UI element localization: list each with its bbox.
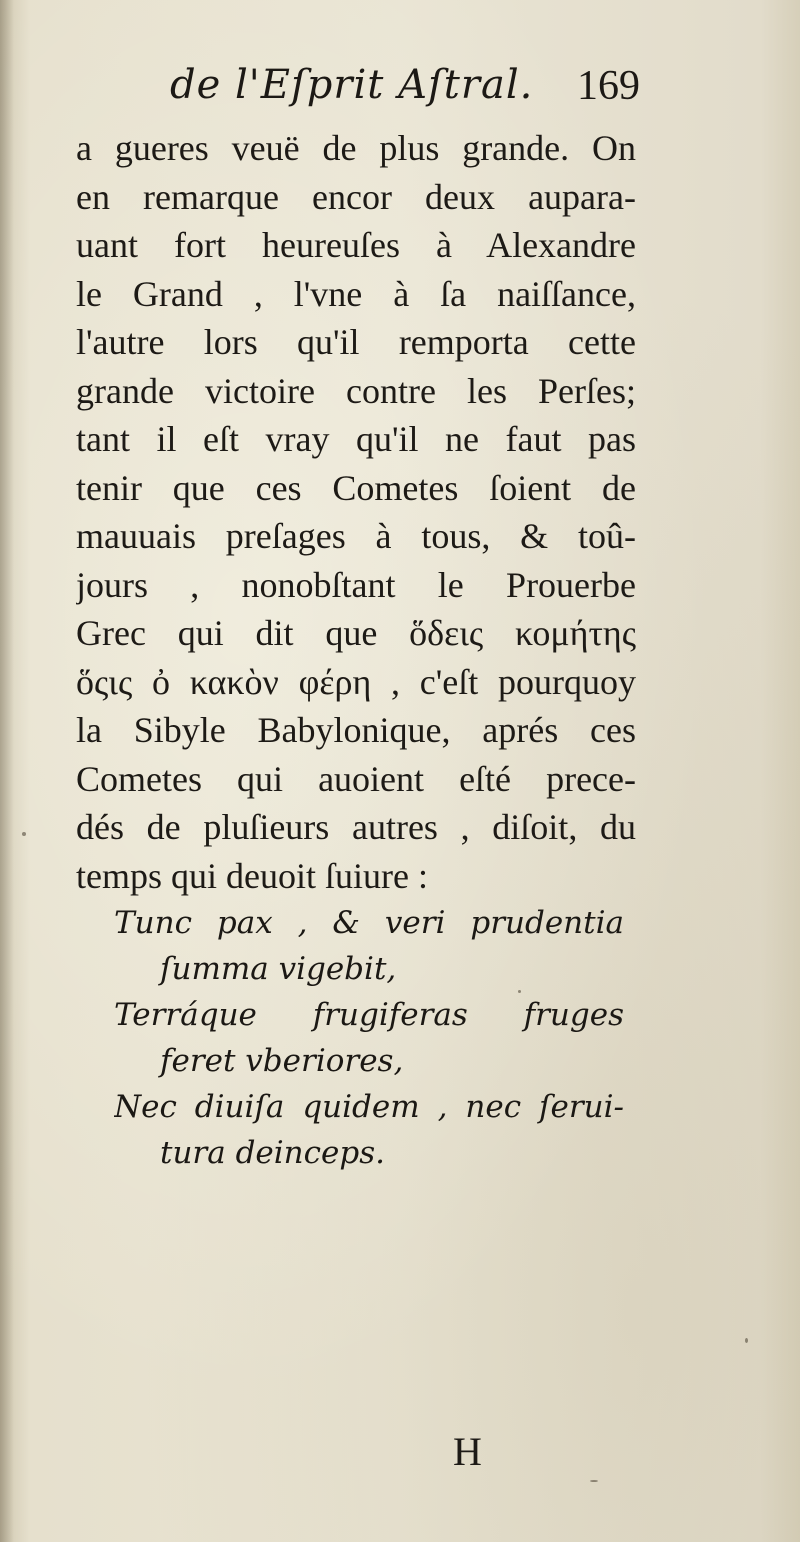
paper-speck — [745, 1338, 748, 1343]
text-line: jours , nonobſtant le Prouerbe — [76, 564, 636, 605]
verse-line: Terráque frugiferas fruges — [114, 997, 624, 1033]
text-line: uant fort heureuſes à Alexandre — [76, 225, 636, 265]
signature-mark: H — [453, 1429, 482, 1474]
text-line: Cometes qui auoient eſté prece- — [76, 758, 636, 799]
page-number: 169 — [577, 63, 640, 109]
verse-line: tura deinceps. — [160, 1135, 385, 1171]
text-line: ὅςις ὀ κακὸν φέρη , c'eſt pourquoy — [76, 661, 636, 702]
text-line: temps qui deuoit ſuiure : — [76, 855, 428, 896]
text-line: le Grand , l'vne à ſa naiſſance, — [76, 273, 636, 314]
text-line: la Sibyle Babylonique, aprés ces — [76, 710, 636, 750]
paper-speck — [518, 990, 521, 993]
text-line: Grec qui dit que ὅδεις κομήτης — [76, 613, 636, 653]
verse-line: ſumma vigebit, — [160, 951, 397, 987]
gutter-shadow — [0, 0, 14, 1542]
latin-verse — [114, 900, 624, 1176]
text-line: tant il eſt vray qu'il ne faut pas — [76, 419, 636, 459]
text-line: a gueres veuë de plus grande. On — [76, 128, 636, 168]
text-line: l'autre lors qu'il remporta cette — [76, 322, 636, 362]
verse-line: Nec diuiſa quidem , nec ſerui- — [114, 1089, 624, 1125]
verse-line: Tunc pax , & veri prudentia — [114, 905, 624, 941]
paper-speck — [22, 832, 26, 836]
paper-speck — [590, 1480, 598, 1482]
running-head: de l'Eſprit Aſtral. — [170, 62, 534, 108]
page-header — [170, 62, 640, 122]
text-line: dés de pluſieurs autres , diſoit, du — [76, 807, 636, 847]
verse-line: feret vberiores, — [160, 1043, 404, 1079]
text-line: mauuais preſages à tous, & toû- — [76, 516, 636, 556]
text-line: tenir que ces Cometes ſoient de — [76, 467, 636, 508]
text-line: en remarque encor deux aupara- — [76, 176, 636, 217]
body-text — [76, 124, 636, 900]
text-line: grande victoire contre les Perſes; — [76, 370, 636, 411]
